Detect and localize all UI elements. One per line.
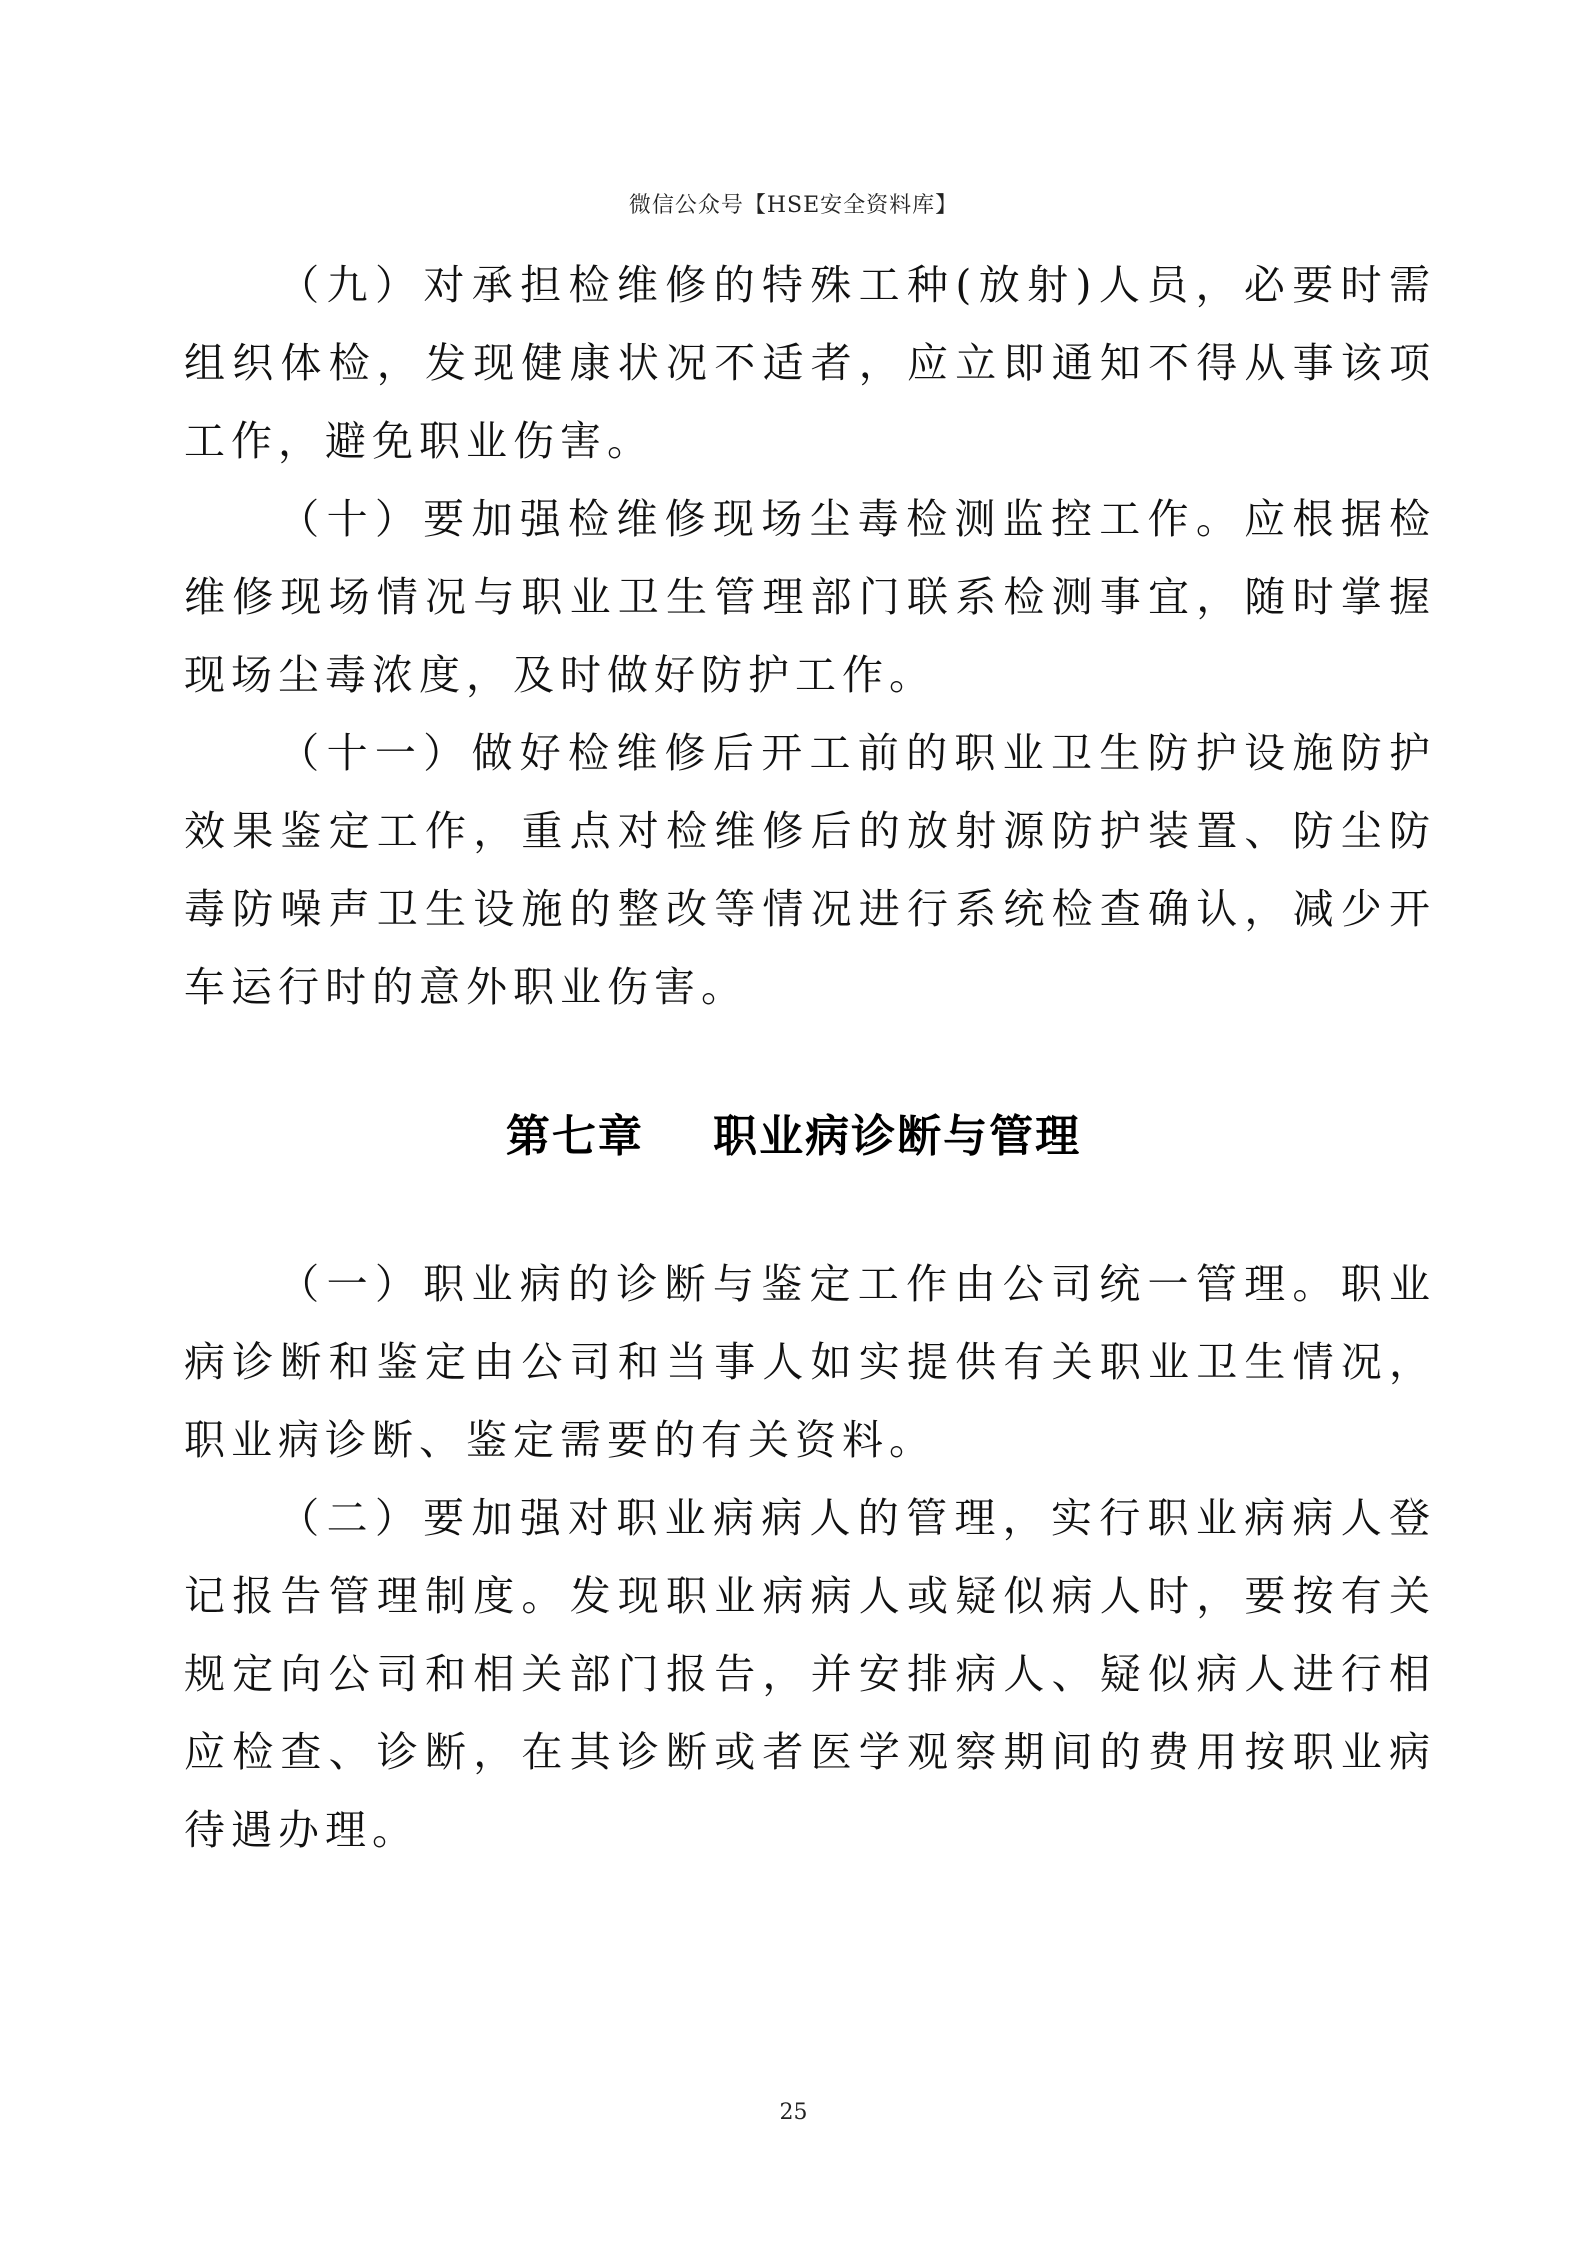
paragraph-item-9: （九）对承担检维修的特殊工种(放射)人员，必要时需组织体检，发现健康状况不适者，应立即通知不得从事该项工作，避免职业伤害。	[184, 261, 1436, 465]
chapter-gap	[644, 1111, 713, 1162]
page-header: 微信公众号【HSE安全资料库】	[628, 193, 959, 218]
paragraph-item-11: （十一）做好检维修后开工前的职业卫生防护设施防护效果鉴定工作，重点对检维修后的放射源防护装置、防尘防毒防噪声卫生设施的整改等情况进行系统检查确认，减少开车运行时的意外职业伤害。	[184, 729, 1436, 1011]
paragraph-item-10: （十）要加强检维修现场尘毒检测监控工作。应根据检维修现场情况与职业卫生管理部门联系检测事宜，随时掌握现场尘毒浓度，及时做好防护工作。	[184, 495, 1436, 699]
paragraph-item-1: （一）职业病的诊断与鉴定工作由公司统一管理。职业病诊断和鉴定由公司和当事人如实提供有关职业卫生情况，职业病诊断、鉴定需要的有关资料。	[184, 1260, 1436, 1464]
page-number: 25	[779, 2100, 808, 2125]
paragraph-item-2: （二）要加强对职业病病人的管理，实行职业病病人登记报告管理制度。发现职业病病人或疑似病人时，要按有关规定向公司和相关部门报告，并安排病人、疑似病人进行相应检查、诊断，在其诊断或者医学观察期间的费用按职业病待遇办理。	[184, 1494, 1436, 1854]
chapter-title-text: 职业病诊断与管理	[713, 1111, 1082, 1162]
body-text-section-1	[184, 246, 1436, 1026]
chapter-number: 第七章	[505, 1111, 644, 1162]
body-text-section-2	[184, 1245, 1436, 1869]
chapter-heading	[0, 1100, 1587, 1164]
